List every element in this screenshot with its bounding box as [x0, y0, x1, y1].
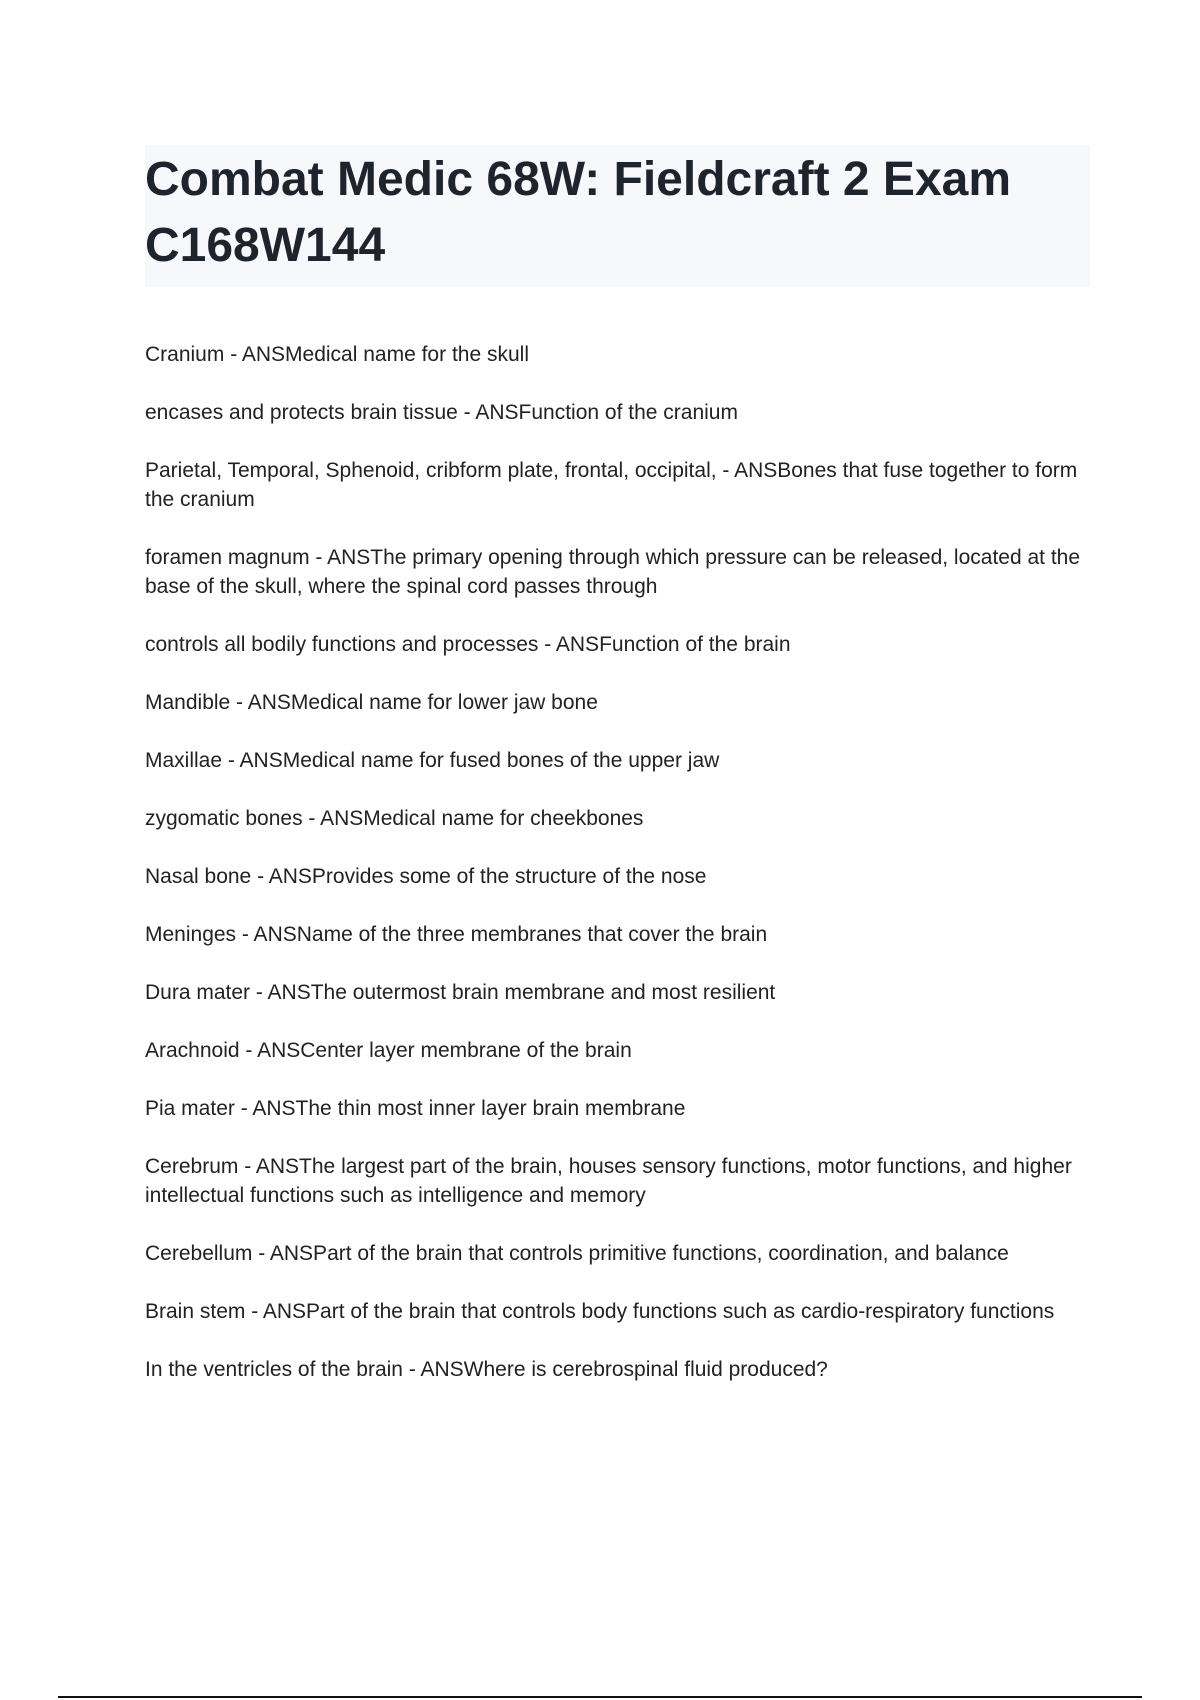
- qa-list: [145, 340, 1095, 1413]
- list-item: Cranium - ANSMedical name for the skull: [145, 343, 529, 366]
- list-item: encases and protects brain tissue - ANSFunction of the cranium: [145, 401, 738, 424]
- title-banner: [145, 145, 1090, 287]
- list-item: Pia mater - ANSThe thin most inner layer brain membrane: [145, 1097, 686, 1120]
- list-item: controls all bodily functions and processes - ANSFunction of the brain: [145, 633, 791, 656]
- footer-divider: [58, 1696, 1142, 1698]
- list-item: Mandible - ANSMedical name for lower jaw bone: [145, 691, 598, 714]
- list-item: Nasal bone - ANSProvides some of the structure of the nose: [145, 865, 707, 888]
- list-item: Cerebrum - ANSThe largest part of the brain, houses sensory functions, motor functions, and higher intellectual functions such as intelligence and memory: [145, 1155, 1072, 1207]
- list-item: In the ventricles of the brain - ANSWhere is cerebrospinal fluid produced?: [145, 1358, 828, 1381]
- list-item: zygomatic bones - ANSMedical name for cheekbones: [145, 807, 644, 830]
- list-item: Parietal, Temporal, Sphenoid, cribform plate, frontal, occipital, - ANSBones that fuse together to form the cranium: [145, 459, 1078, 511]
- list-item: Dura mater - ANSThe outermost brain membrane and most resilient: [145, 981, 776, 1004]
- page-title: Combat Medic 68W: Fieldcraft 2 Exam C168W144: [145, 153, 1012, 272]
- list-item: Cerebellum - ANSPart of the brain that controls primitive functions, coordination, and balance: [145, 1242, 1009, 1265]
- list-item: Meninges - ANSName of the three membranes that cover the brain: [145, 923, 768, 946]
- list-item: Arachnoid - ANSCenter layer membrane of the brain: [145, 1039, 632, 1062]
- list-item: foramen magnum - ANSThe primary opening through which pressure can be released, located at the base of the skull, where the spinal cord passes through: [145, 546, 1081, 598]
- list-item: Brain stem - ANSPart of the brain that controls body functions such as cardio-respiratory functions: [145, 1300, 1055, 1323]
- list-item: Maxillae - ANSMedical name for fused bones of the upper jaw: [145, 749, 720, 772]
